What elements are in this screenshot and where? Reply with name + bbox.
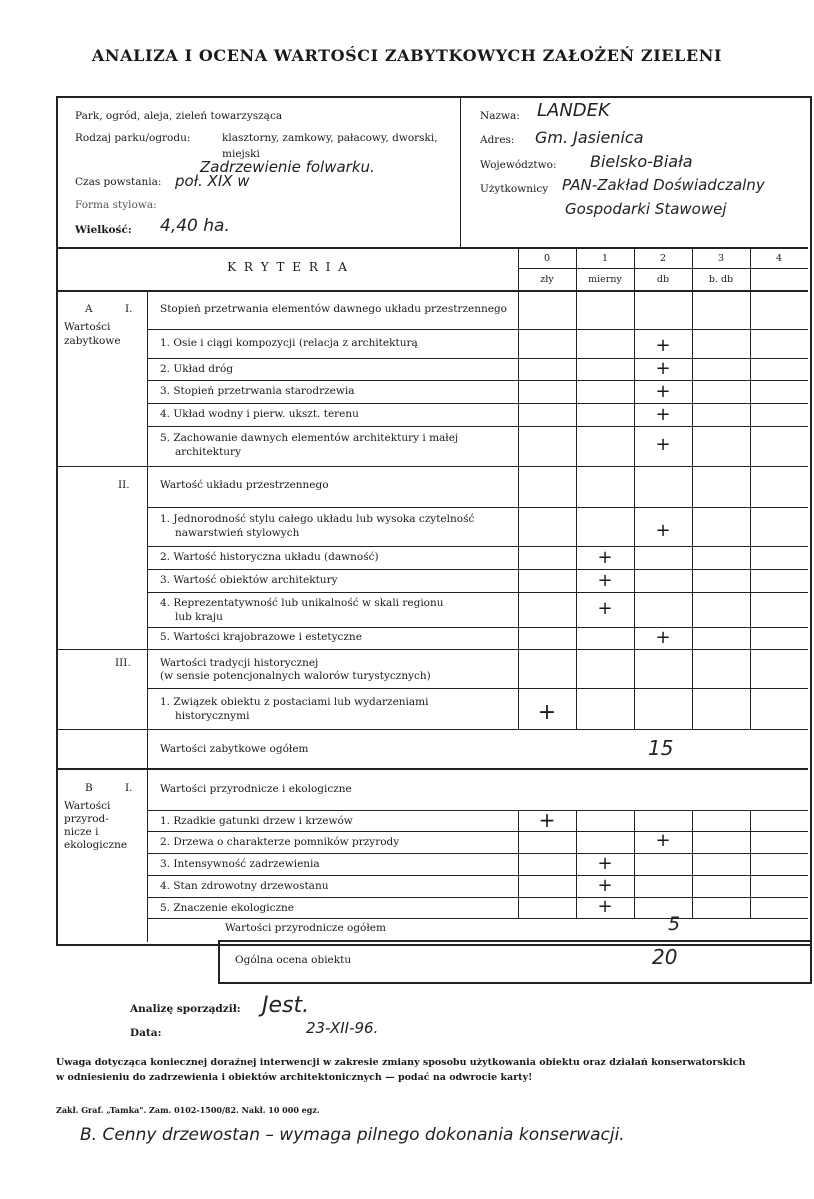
criteria-header-bottom [58, 290, 808, 292]
section-a-letter: A [85, 303, 93, 315]
row-line [148, 403, 808, 404]
section-b-name-3: nicze i [64, 826, 99, 838]
users-label: Użytkownicy [480, 183, 549, 195]
park-kind-options: klasztorny, zamkowy, pałacowy, dworski, [222, 132, 438, 144]
row-line [148, 688, 808, 689]
a2-item-1b: nawarstwień stylowych [175, 527, 300, 539]
mark-a2-1: + [655, 520, 671, 541]
section-a-roman-2: II. [118, 479, 130, 491]
mark-a1-5: + [655, 434, 671, 455]
row-line [148, 546, 808, 547]
mark-a3-1: + [537, 700, 557, 725]
a2-item-4: 4. Reprezentatywność lub unikalność w skali regionu [160, 597, 444, 609]
b-item-3: 3. Intensywność zadrzewienia [160, 858, 320, 870]
row-line [58, 729, 808, 730]
users-handwritten: PAN-Zakład Doświadczalny [562, 176, 765, 194]
mark-b-2: + [655, 830, 671, 851]
overall-score: 20 [652, 945, 678, 969]
mark-b-5: + [597, 896, 613, 917]
name-handwritten: LANDEK [537, 100, 610, 121]
park-kind-options-2: miejski [222, 148, 260, 160]
a1-item-5b: architektury [175, 446, 242, 458]
voivodeship-label: Województwo: [480, 159, 557, 171]
header-divider-h [58, 247, 808, 249]
row-line [148, 380, 808, 381]
mark-a1-1: + [655, 335, 671, 356]
col-0-num: 0 [543, 253, 551, 264]
col-line-0 [518, 249, 519, 729]
a2-item-2: 2. Wartość historyczna układu (dawność) [160, 551, 379, 563]
row-line [148, 831, 808, 832]
voivodeship-handwritten: Bielsko-Biała [590, 152, 693, 171]
a1-item-2: 2. Układ dróg [160, 363, 234, 375]
mark-a1-3: + [655, 381, 671, 402]
a3-item-1b: historycznymi [175, 710, 250, 722]
row-line [58, 649, 808, 650]
col-1-num: 1 [601, 253, 609, 264]
row-line [148, 875, 808, 876]
col-line-4 [750, 249, 751, 729]
size-label: Wielkość: [75, 224, 132, 236]
a1-item-3: 3. Stopień przetrwania starodrzewia [160, 385, 355, 397]
header-divider-v [460, 98, 461, 248]
section-a-total: 15 [648, 736, 674, 760]
section-b-letter: B [85, 782, 93, 794]
date-handwritten: 23-XII-96. [306, 1019, 379, 1037]
row-line [148, 918, 808, 919]
mark-a1-4: + [655, 404, 671, 425]
group-a1-title: Stopień przetrwania elementów dawnego układu przestrzennego [160, 303, 507, 315]
a1-item-1: 1. Osie i ciągi kompozycji (relacja z architekturą [160, 337, 418, 349]
col-3-label: b. db [708, 274, 734, 285]
park-kind-handwritten: Zadrzewienie folwarku. [200, 158, 375, 176]
users-handwritten-2: Gospodarki Stawowej [565, 200, 727, 218]
section-divider [58, 768, 808, 770]
a1-item-4: 4. Układ wodny i pierw. ukszt. terenu [160, 408, 359, 420]
row-line [148, 853, 808, 854]
b-item-4: 4. Stan zdrowotny drzewostanu [160, 880, 329, 892]
row-line [148, 426, 808, 427]
group-a3-subtitle: (w sensie potencjonalnych walorów turystycznych) [160, 670, 431, 682]
section-a-roman-3: III. [115, 657, 131, 669]
style-form-label: Forma stylowa: [75, 199, 157, 211]
a3-item-1: 1. Związek obiektu z postaciami lub wydarzeniami [160, 696, 429, 708]
note-line-1: Uwaga dotycząca koniecznej doraźnej interwencji w zakresie zmiany sposobu użytkowania obiektu oraz działań konserwatorskich [56, 1057, 746, 1068]
mark-b-3: + [597, 853, 613, 874]
section-b-name: Wartości [64, 800, 111, 812]
section-b-roman: I. [125, 782, 133, 794]
row-line [148, 627, 808, 628]
row-line [58, 466, 808, 467]
group-b1-title: Wartości przyrodnicze i ekologiczne [160, 783, 352, 795]
col-line-2 [634, 249, 635, 729]
mark-a2-4: + [597, 598, 613, 619]
section-a-total-label: Wartości zabytkowe ogółem [160, 743, 309, 755]
criteria-header-mid [518, 268, 808, 269]
size-handwritten: 4,40 ha. [160, 216, 230, 236]
bottom-handwritten-note: B. Cenny drzewostan – wymaga pilnego dokonania konserwacji. [80, 1125, 625, 1145]
col-1-label: mierny [588, 274, 622, 285]
col-line-3b [692, 810, 693, 918]
left-col-divider [147, 292, 148, 942]
note-line-2: w odniesieniu do zadrzewienia i obiektów architektonicznych — podać na odwrocie karty! [56, 1072, 533, 1083]
col-3-num: 3 [717, 253, 725, 264]
col-line-2b [634, 810, 635, 918]
creation-time-handwritten: poł. XIX w [175, 172, 250, 190]
row-line [148, 810, 808, 811]
b-item-2: 2. Drzewa o charakterze pomników przyrody [160, 836, 400, 848]
col-4-num: 4 [775, 253, 783, 264]
a2-item-3: 3. Wartość obiektów architektury [160, 574, 338, 586]
author-label: Analizę sporządził: [130, 1003, 241, 1015]
mark-b-1: + [538, 808, 556, 832]
author-signature: Jest. [262, 993, 310, 1018]
section-a-name-2: zabytkowe [64, 335, 121, 347]
park-type-label: Park, ogród, aleja, zieleń towarzysząca [75, 110, 283, 122]
name-label: Nazwa: [480, 110, 520, 122]
creation-time-label: Czas powstania: [75, 176, 162, 188]
group-a3-title: Wartości tradycji historycznej [160, 657, 319, 669]
page-title: ANALIZA I OCENA WARTOŚCI ZABYTKOWYCH ZAŁOŻEŃ ZIELENI [91, 46, 723, 65]
b-item-5: 5. Znaczenie ekologiczne [160, 902, 295, 914]
row-line [148, 569, 808, 570]
address-handwritten: Gm. Jasienica [535, 128, 644, 147]
a1-item-5: 5. Zachowanie dawnych elementów architektury i małej [160, 432, 459, 444]
row-line [148, 897, 808, 898]
a2-item-4b: lub kraju [175, 611, 223, 623]
col-line-4b [750, 810, 751, 918]
section-b-name-2: przyrod- [64, 813, 109, 825]
row-line [148, 507, 808, 508]
mark-b-4: + [597, 875, 613, 896]
mark-a1-2: + [655, 358, 671, 379]
overall-label: Ogólna ocena obiektu [235, 954, 352, 966]
section-a-name: Wartości [64, 321, 111, 333]
section-b-name-4: ekologiczne [64, 839, 128, 851]
section-b-total-label: Wartości przyrodnicze ogółem [225, 922, 386, 934]
mark-a2-5: + [655, 627, 671, 648]
col-2-num: 2 [659, 253, 667, 264]
row-line [148, 592, 808, 593]
section-b-total: 5 [668, 913, 681, 935]
date-label: Data: [130, 1027, 162, 1039]
col-line-1 [576, 249, 577, 729]
mark-a2-3: + [597, 570, 613, 591]
b-item-1: 1. Rzadkie gatunki drzew i krzewów [160, 815, 353, 827]
col-0-label: zły [540, 274, 554, 285]
a2-item-5: 5. Wartości krajobrazowe i estetyczne [160, 631, 362, 643]
print-info: Zakł. Graf. „Tamka". Zam. 0102-1500/82. Nakł. 10 000 egz. [56, 1105, 320, 1115]
row-line [148, 358, 808, 359]
col-2-label: db [656, 274, 670, 285]
park-kind-label: Rodzaj parku/ogrodu: [75, 132, 191, 144]
address-label: Adres: [480, 134, 515, 146]
group-a2-title: Wartość układu przestrzennego [160, 479, 329, 491]
section-a-roman: I. [125, 303, 133, 315]
a2-item-1: 1. Jednorodność stylu całego układu lub wysoka czytelność [160, 513, 475, 525]
row-line [148, 329, 808, 330]
col-line-3 [692, 249, 693, 729]
criteria-label: K R Y T E R I A [227, 260, 349, 274]
mark-a2-2: + [597, 547, 613, 568]
